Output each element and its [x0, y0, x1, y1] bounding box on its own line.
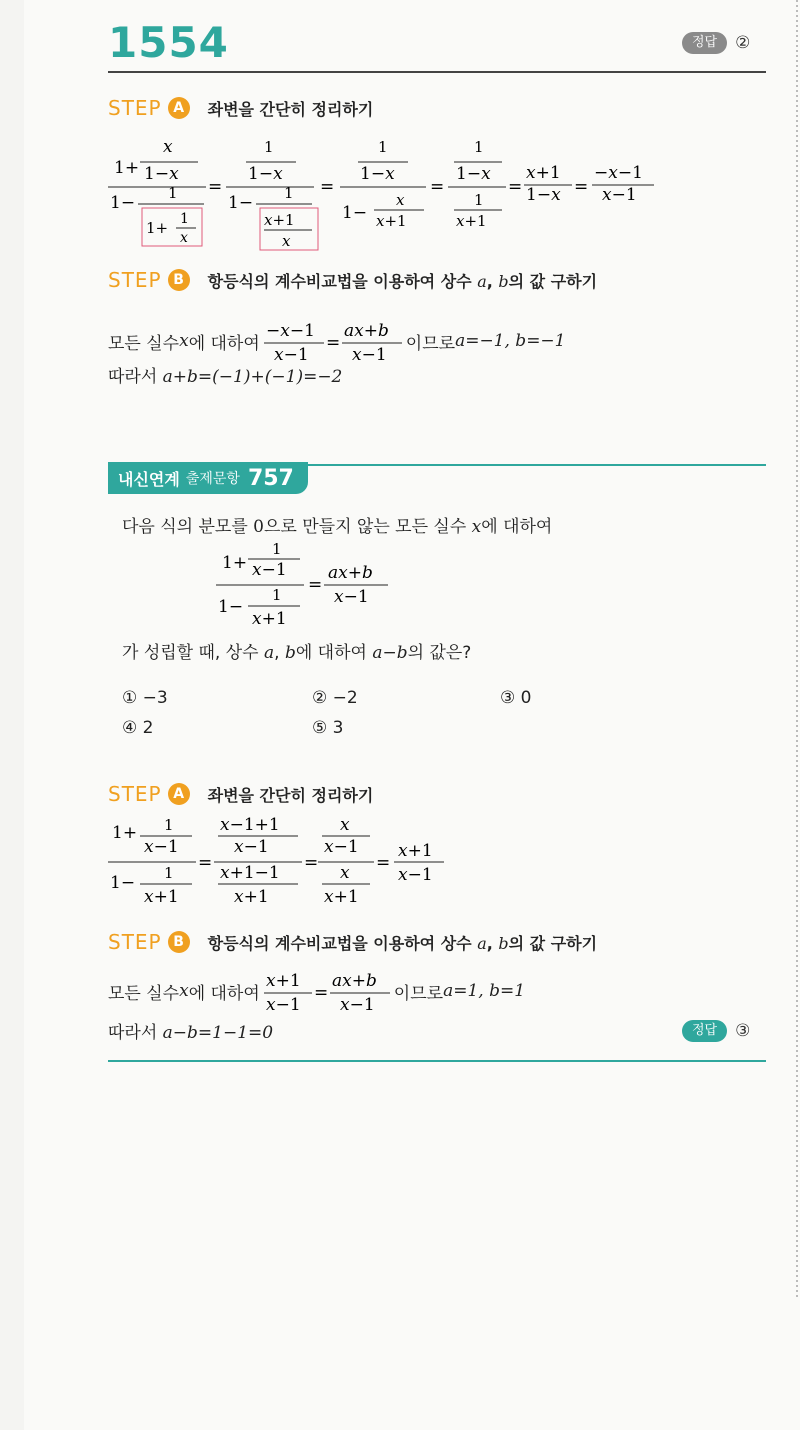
section1-line2: 따라서 a+b=(−1)+(−1)=−2 [108, 367, 343, 387]
step-a-header-2 [108, 782, 373, 806]
bottom-divider [108, 1060, 766, 1062]
top-divider [108, 71, 766, 73]
svg-text:x: x [340, 863, 350, 883]
svg-text:x: x [282, 232, 291, 250]
svg-text:x: x [163, 137, 173, 157]
svg-text:x+1: x+1 [234, 887, 269, 907]
svg-text:x−1: x−1 [398, 865, 433, 885]
svg-text:x+1: x+1 [398, 841, 433, 861]
step-letter: A [168, 783, 190, 805]
section2-line2: 따라서 a−b=1−1=0 [108, 1023, 274, 1043]
svg-text:−x−1: −x−1 [265, 321, 315, 341]
svg-text:1−: 1− [110, 873, 136, 893]
svg-text:1+: 1+ [222, 553, 248, 573]
related-problem-banner [108, 462, 308, 494]
svg-text:x−1+1: x−1+1 [220, 816, 280, 835]
svg-text:ax+b: ax+b [343, 321, 389, 341]
svg-text:ax+b: ax+b [331, 971, 377, 991]
svg-text:x: x [180, 230, 188, 246]
svg-text:1−: 1− [110, 193, 136, 213]
svg-text:1: 1 [378, 138, 388, 156]
svg-text:1: 1 [272, 540, 282, 558]
svg-text:1: 1 [180, 211, 189, 227]
svg-text:1−x: 1−x [360, 164, 395, 184]
section1-line1: 모든 실수 x 에 대하여 −x−1 x−1 = ax+b x−1 이므로 a=−1, b=−1 [108, 316, 566, 366]
section2-line1: 모든 실수 x 에 대하여 x+1 x−1 = ax+b x−1 이므로 a=1, b=1 [108, 966, 525, 1016]
answer-value: ② [735, 33, 751, 53]
svg-text:1: 1 [284, 184, 294, 202]
banner-subtitle: 출제문항 [185, 471, 240, 487]
banner-title: 내신연계 [118, 469, 180, 489]
svg-text:1−x: 1−x [144, 164, 179, 184]
step-word: STEP [108, 96, 162, 120]
svg-text:1+: 1+ [146, 219, 169, 237]
svg-text:=: = [198, 853, 213, 873]
question-line1: 다음 식의 분모를 0으로 만들지 않는 모든 실수 x에 대하여 [122, 517, 553, 537]
svg-text:1: 1 [474, 191, 484, 209]
svg-text:x−1: x−1 [265, 995, 301, 1015]
step-title: 항등식의 계수비교법을 이용하여 상수 a, b의 값 구하기 [207, 933, 598, 953]
svg-text:1−x: 1−x [526, 185, 561, 205]
step-letter: A [168, 97, 190, 119]
svg-text:1−: 1− [342, 203, 368, 223]
step-letter: B [168, 269, 190, 291]
question-equation [216, 540, 406, 632]
fraction-identity-1 [262, 316, 404, 366]
svg-text:1: 1 [164, 864, 174, 882]
svg-text:=: = [308, 575, 323, 595]
svg-text:=: = [208, 177, 223, 197]
svg-text:−x−1: −x−1 [594, 163, 643, 183]
svg-text:=: = [320, 177, 335, 197]
svg-text:x−1: x−1 [273, 345, 309, 365]
step-title: 좌변을 간단히 정리하기 [207, 99, 374, 119]
svg-text:1−x: 1−x [456, 164, 491, 184]
step-word: STEP [108, 930, 162, 954]
svg-text:ax+b: ax+b [328, 563, 373, 583]
question-line2: 가 성립할 때, 상수 a, b에 대하여 a−b의 값은? [122, 643, 472, 663]
step-word: STEP [108, 268, 162, 292]
svg-text:1: 1 [264, 138, 274, 156]
svg-text:x−1: x−1 [144, 837, 179, 857]
choice-1[interactable]: ① −3 [122, 688, 168, 708]
svg-text:x+1: x+1 [264, 211, 295, 229]
banner-number: 757 [247, 465, 294, 491]
choice-4[interactable]: ④ 2 [122, 718, 154, 738]
step-b-header [108, 268, 597, 292]
answer-label: 정답 [682, 32, 727, 54]
choice-5[interactable]: ⑤ 3 [312, 718, 344, 738]
step-title: 좌변을 간단히 정리하기 [207, 785, 374, 805]
svg-text:=: = [304, 853, 319, 873]
choice-2[interactable]: ② −2 [312, 688, 358, 708]
step-word: STEP [108, 782, 162, 806]
svg-text:=: = [508, 177, 523, 197]
answer-value: ③ [735, 1021, 751, 1041]
step-letter: B [168, 931, 190, 953]
svg-text:=: = [430, 177, 445, 197]
svg-text:x+1: x+1 [252, 609, 287, 629]
svg-text:1+: 1+ [112, 823, 138, 843]
svg-text:=: = [376, 853, 391, 873]
svg-text:x: x [396, 191, 405, 209]
svg-text:x+1: x+1 [265, 971, 301, 991]
svg-text:1: 1 [164, 816, 174, 834]
svg-text:x−1: x−1 [351, 345, 387, 365]
svg-text:1−x: 1−x [248, 164, 283, 184]
answer-label: 정답 [682, 1020, 727, 1042]
problem-number: 1554 [108, 18, 229, 67]
svg-text:=: = [313, 983, 329, 1003]
equation-2 [108, 816, 468, 912]
answer-badge-bottom [682, 1020, 750, 1042]
svg-text:1: 1 [168, 184, 178, 202]
equation-1 [108, 130, 668, 255]
svg-text:x: x [340, 816, 350, 835]
svg-text:x−1: x−1 [324, 837, 359, 857]
step-b-header-2 [108, 930, 597, 954]
svg-text:1−: 1− [228, 193, 254, 213]
svg-text:x−1: x−1 [234, 837, 269, 857]
svg-text:x−1: x−1 [339, 995, 375, 1015]
scroll-guide [796, 0, 798, 1300]
step-a-header [108, 96, 373, 120]
svg-text:1+: 1+ [114, 158, 140, 178]
svg-text:=: = [325, 333, 341, 353]
choice-3[interactable]: ③ 0 [500, 688, 532, 708]
step-title: 항등식의 계수비교법을 이용하여 상수 a, b의 값 구하기 [207, 271, 598, 291]
svg-text:1: 1 [272, 586, 282, 604]
svg-text:x−1: x−1 [252, 560, 287, 580]
svg-text:=: = [574, 177, 589, 197]
svg-text:1: 1 [474, 138, 484, 156]
answer-badge-top [682, 32, 750, 54]
svg-text:x−1: x−1 [334, 587, 369, 607]
svg-text:1−: 1− [218, 597, 244, 617]
svg-text:x−1: x−1 [602, 185, 637, 205]
svg-text:x+1: x+1 [376, 212, 407, 230]
svg-text:x+1: x+1 [144, 887, 179, 907]
svg-text:x+1−1: x+1−1 [220, 863, 280, 883]
svg-text:x+1: x+1 [456, 212, 487, 230]
fraction-identity-2 [262, 966, 392, 1016]
svg-text:x+1: x+1 [526, 163, 561, 183]
svg-text:x+1: x+1 [324, 887, 359, 907]
